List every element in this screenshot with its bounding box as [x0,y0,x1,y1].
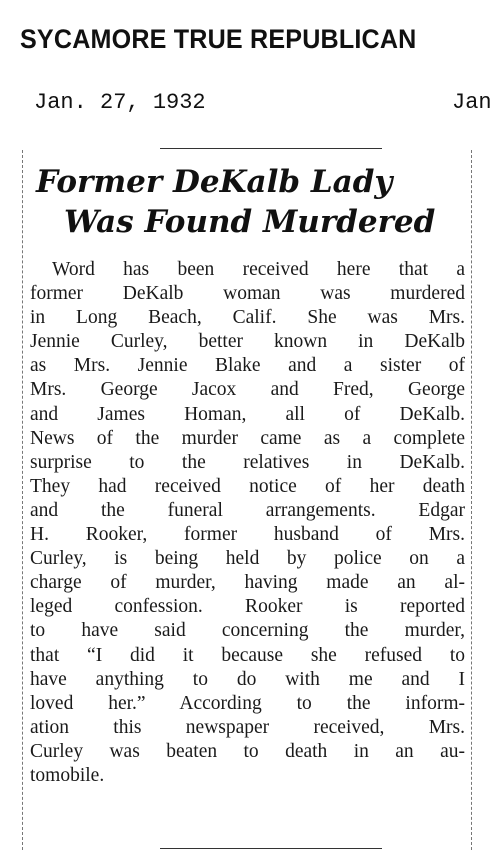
article-headline [30,162,470,242]
body-line: H. Rooker, former husband of Mrs. [30,524,465,546]
body-line: in Long Beach, Calif. She was Mrs. [30,307,465,329]
publication-date-cut: Jan [452,90,492,115]
body-line: leged confession. Rooker is reported [30,596,465,618]
clipping-right-edge [471,150,472,850]
body-line: Jennie Curley, better known in DeKalb [30,331,465,353]
body-line: ation this newspaper received, Mrs. [30,716,465,738]
clipping-left-edge [22,150,23,850]
article-clipping [22,148,474,854]
body-line: that “I did it because she refused to [30,644,465,666]
body-line: to have said concerning the murder, [30,620,465,642]
body-line-last: tomobile. [30,764,105,786]
article-body [30,258,465,788]
body-line: Curley was beaten to death in an au- [30,740,465,762]
body-line: as Mrs. Jennie Blake and a sister of [30,355,465,377]
body-line: loved her.” According to the inform- [30,692,465,714]
body-line: They had received notice of her death [30,475,465,497]
body-line: Mrs. George Jacox and Fred, George [30,379,465,401]
newspaper-masthead: SYCAMORE TRUE REPUBLICAN [20,24,417,54]
headline-line-2: Was Found Murdered [64,204,436,240]
body-line: have anything to do with me and I [30,668,465,690]
body-line: News of the murder came as a complete [30,427,465,449]
publication-date: Jan. 27, 1932 [34,90,206,115]
bottom-rule [160,848,382,849]
body-line: Curley, is being held by police on a [30,548,465,570]
body-line: Word has been received here that a [52,259,465,280]
top-rule [160,148,382,149]
headline-line-1: Former DeKalb Lady [36,164,393,200]
body-line: surprise to the relatives in DeKalb. [30,451,465,473]
body-line: charge of murder, having made an al- [30,572,465,594]
body-line: and James Homan, all of DeKalb. [30,403,465,425]
body-line: former DeKalb woman was murdered [30,283,465,305]
body-line: and the funeral arrangements. Edgar [30,499,465,521]
